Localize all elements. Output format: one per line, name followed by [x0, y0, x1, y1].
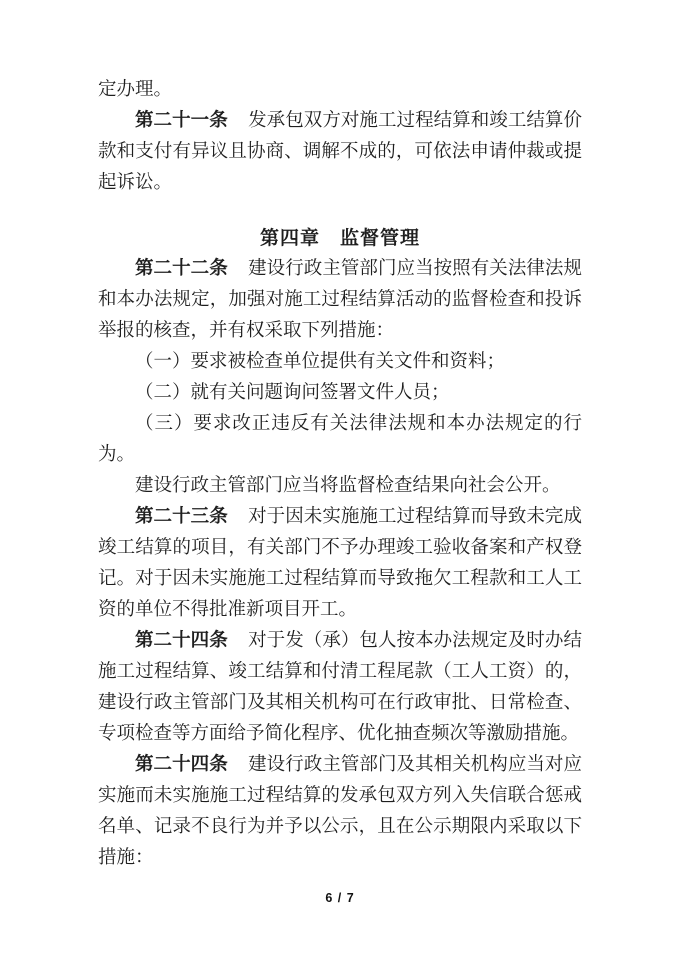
article-23-text: 对于因未实施施工过程结算而导致未完成竣工结算的项目，有关部门不予办理竣工验收备案和产权登记。对于因未实施施工过程结算而导致拖欠工程款和工人工资的单位不得批准新项目开工。	[98, 507, 582, 620]
page-number: 6 / 7	[325, 891, 355, 905]
article-22-number: 第二十二条	[135, 259, 228, 279]
list-item-1	[98, 347, 582, 378]
list-item-2	[98, 378, 582, 409]
paragraph-disclosure-text: 建设行政主管部门应当将监督检查结果向社会公开。	[135, 476, 561, 496]
article-24a-number: 第二十四条	[135, 631, 228, 651]
article-22-text: 建设行政主管部门应当按照有关法律法规和本办法规定，加强对施工过程结算活动的监督检查和投诉举报的核查，并有权采取下列措施：	[98, 259, 582, 341]
article-23-number: 第二十三条	[135, 507, 228, 527]
paragraph-article-21	[98, 106, 582, 199]
article-21-number: 第二十一条	[135, 111, 228, 131]
article-24a-text: 对于发（承）包人按本办法规定及时办结施工过程结算、竣工结算和付清工程尾款（工人工资）的，建设行政主管部门及其相关机构可在行政审批、日常检查、专项检查等方面给予简化程序、优化抽查频次等激励措施。	[98, 631, 582, 744]
chapter-heading: 第四章 监督管理	[259, 228, 420, 249]
list-item-3-text: （三）要求改正违反有关法律法规和本办法规定的行为。	[98, 414, 582, 465]
paragraph-article-24b	[98, 750, 582, 874]
paragraph-article-23	[98, 502, 582, 626]
article-21-text: 发承包双方对施工过程结算和竣工结算价款和支付有异议且协商、调解不成的，可依法申请仲裁或提起诉讼。	[98, 111, 582, 193]
paragraph-disclosure	[98, 471, 582, 502]
paragraph-continuation	[98, 75, 582, 106]
paragraph-article-24a	[98, 626, 582, 750]
list-item-2-text: （二）就有关问题询问签署文件人员；	[135, 383, 450, 403]
list-item-3	[98, 409, 582, 471]
paragraph-article-22	[98, 254, 582, 347]
article-24b-number: 第二十四条	[135, 755, 228, 775]
article-24b-text: 建设行政主管部门及其相关机构应当对应实施而未实施施工过程结算的发承包双方列入失信联合惩戒名单、记录不良行为并予以公示，且在公示期限内采取以下措施：	[98, 755, 582, 868]
paragraph-continuation-text: 定办理。	[98, 80, 173, 100]
list-item-1-text: （一）要求被检查单位提供有关文件和资料；	[135, 352, 506, 372]
